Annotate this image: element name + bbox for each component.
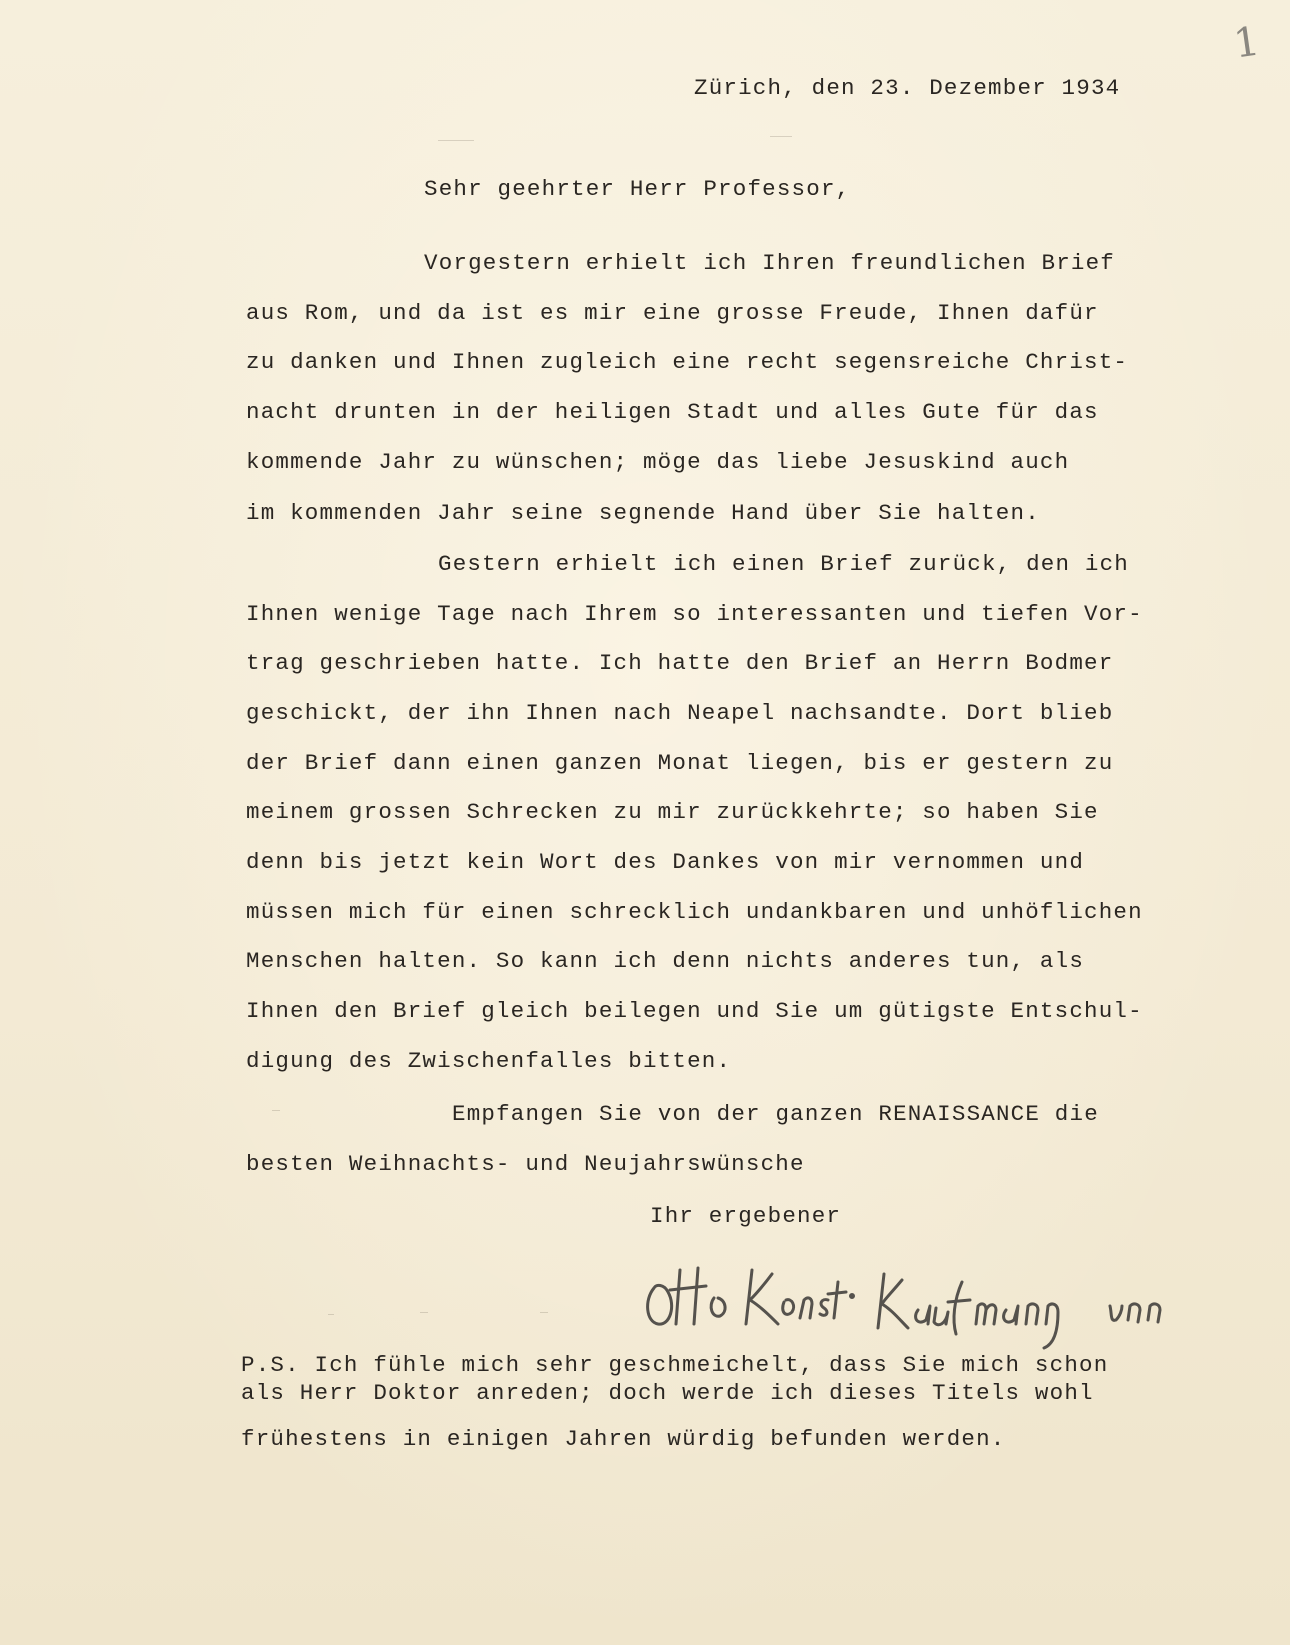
paragraph-2-line-7: denn bis jetzt kein Wort des Dankes von mir vernommen und (246, 849, 1085, 875)
page-number-mark: 1 (1230, 18, 1263, 68)
paragraph-3-line-2: besten Weihnachts- und Neujahrswünsche (246, 1151, 805, 1177)
postscript-line-1: P.S. Ich fühle mich sehr geschmeichelt, dass Sie mich schon (241, 1352, 1109, 1378)
faint-mark (438, 140, 474, 141)
paragraph-1-line-5: kommende Jahr zu wünschen; möge das liebe Jesuskind auch (246, 449, 1070, 475)
faint-mark (272, 1110, 280, 1111)
closing: Ihr ergebener (650, 1203, 842, 1229)
paragraph-1-line-2: aus Rom, und da ist es mir eine grosse Freude, Ihnen dafür (246, 300, 1099, 326)
paragraph-2-line-11: digung des Zwischenfalles bitten. (246, 1048, 732, 1074)
paragraph-2-line-10: Ihnen den Brief gleich beilegen und Sie um gütigste Entschul- (246, 998, 1143, 1024)
faint-mark (540, 1312, 548, 1313)
postscript-line-3: frühestens in einigen Jahren würdig befunden werden. (241, 1426, 1006, 1452)
salutation: Sehr geehrter Herr Professor, (424, 176, 851, 202)
paragraph-1-line-4: nacht drunten in der heiligen Stadt und alles Gute für das (246, 399, 1099, 425)
paragraph-2-line-2: Ihnen wenige Tage nach Ihrem so interessanten und tiefen Vor- (246, 601, 1143, 627)
faint-mark (770, 136, 792, 137)
paragraph-1-line-1: Vorgestern erhielt ich Ihren freundlichen Brief (424, 250, 1116, 276)
paragraph-2-line-6: meinem grossen Schrecken zu mir zurückkehrte; so haben Sie (246, 799, 1099, 825)
faint-mark (420, 1312, 428, 1313)
faint-mark (328, 1314, 334, 1315)
paragraph-2-line-9: Menschen halten. So kann ich denn nichts anderes tun, als (246, 948, 1085, 974)
postscript-line-2: als Herr Doktor anreden; doch werde ich dieses Titels wohl (241, 1380, 1094, 1406)
date-line: Zürich, den 23. Dezember 1934 (694, 75, 1121, 101)
paragraph-2-line-8: müssen mich für einen schrecklich undankbaren und unhöflichen (246, 899, 1143, 925)
paragraph-1-line-3: zu danken und Ihnen zugleich eine recht segensreiche Christ- (246, 349, 1129, 375)
paragraph-2-line-5: der Brief dann einen ganzen Monat liegen, bis er gestern zu (246, 750, 1114, 776)
paragraph-2-line-1: Gestern erhielt ich einen Brief zurück, den ich (438, 551, 1130, 577)
handwritten-signature (640, 1240, 1200, 1350)
paragraph-3-line-1: Empfangen Sie von der ganzen RENAISSANCE die (452, 1101, 1099, 1127)
paragraph-1-line-6: im kommenden Jahr seine segnende Hand über Sie halten. (246, 500, 1040, 526)
paragraph-2-line-3: trag geschrieben hatte. Ich hatte den Brief an Herrn Bodmer (246, 650, 1114, 676)
paragraph-2-line-4: geschickt, der ihn Ihnen nach Neapel nachsandte. Dort blieb (246, 700, 1114, 726)
